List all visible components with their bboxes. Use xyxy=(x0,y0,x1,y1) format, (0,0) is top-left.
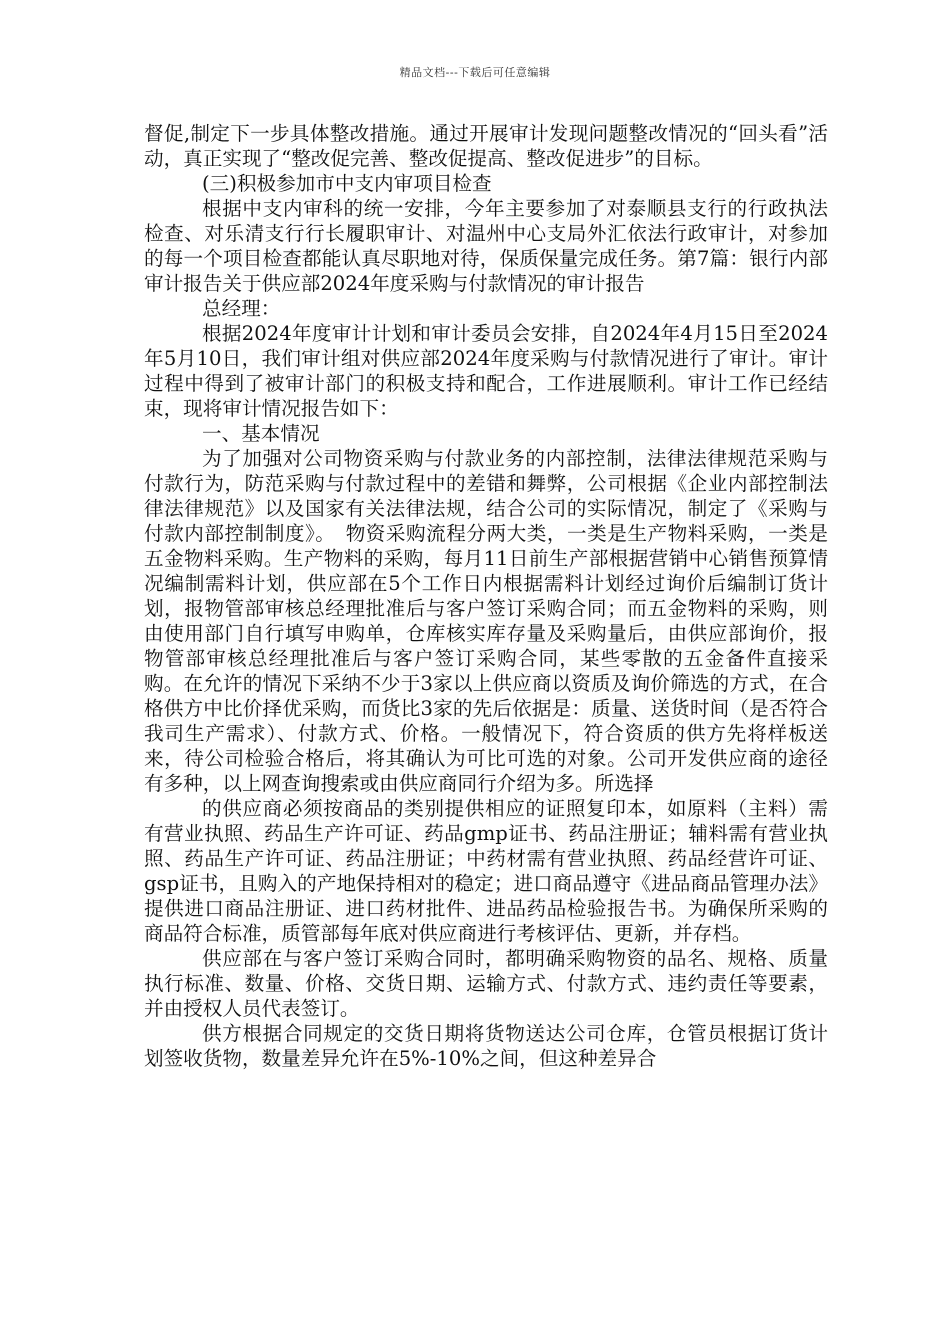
document-body xyxy=(144,121,828,1071)
section-heading: (三)积极参加市中支内审项目检查 xyxy=(202,172,492,195)
paragraph: 督促,制定下一步具体整改措施。通过开展审计发现问题整改情况的“回头看”活动，真正实现了“整改促完善、整改促提高、整改促进步”的目标。 xyxy=(144,122,828,170)
paragraph: 根据2024年度审计计划和审计委员会安排，自2024年4月15日至2024年5月10日，我们审计组对供应部2024年度采购与付款情况进行了审计。审计过程中得到了被审计部门的积极支持和配合，工作进展顺利。审计工作已经结束，现将审计情况报告如下： xyxy=(144,322,828,420)
salutation: 总经理： xyxy=(202,297,281,320)
paragraph: 为了加强对公司物资采购与付款业务的内部控制，法律法律规范采购与付款行为，防范采购与付款过程中的差错和舞弊，公司根据《企业内部控制法律法律规范》以及国家有关法律法规，结合公司的实际情况，制定了《采购与付款内部控制制度》。 物资采购流程分两大类，一类是生产物料采购，一类是五金物料采购。生产物料的采购，每月11日前生产部根据营销中心销售预算情况编制需料计划，供应部在5个工作日内根据需料计划经过询价后编制订货计划，报物管部审核总经理批准后与客户签订采购合同；而五金物料的采购，则由使用部门自行填写申购单，仓库核实库存量及采购量后，由供应部询价，报物管部审核总经理批准后与客户签订采购合同，某些零散的五金备件直接采购。在允许的情况下采纳不少于3家以上供应商以资质及询价筛选的方式，在合格供方中比价择优采购，而货比3家的先后依据是：质量、送货时间（是否符合我司生产需求）、付款方式、价格。一般情况下，符合资质的供方先将样板送来，待公司检验合格后，将其确认为可比可选的对象。公司开发供应商的途径有多种，以上网查询搜索或由供应商同行介绍为多。所选择 xyxy=(144,447,828,795)
page-header: 精品文档---下载后可任意编辑 xyxy=(399,66,551,79)
paragraph: 供方根据合同规定的交货日期将货物送达公司仓库，仓管员根据订货计划签收货物，数量差异允许在5%-10%之间，但这种差异合 xyxy=(144,1022,828,1070)
paragraph: 根据中支内审科的统一安排，今年主要参加了对泰顺县支行的行政执法检查、对乐清支行行长履职审计、对温州中心支局外汇依法行政审计，对参加的每一个项目检查都能认真尽职地对待，保质保量完成任务。第7篇：银行内部审计报告关于供应部2024年度采购与付款情况的审计报告 xyxy=(144,197,828,295)
paragraph: 的供应商必须按商品的类别提供相应的证照复印本，如原料（主料）需有营业执照、药品生产许可证、药品gmp证书、药品注册证；辅料需有营业执照、药品生产许可证、药品注册证；中药材需有营业执照、药品经营许可证、gsp证书，且购入的产地保持相对的稳定；进口商品遵守《进品商品管理办法》提供进口商品注册证、进口药材批件、进品药品检验报告书。为确保所采购的商品符合标准，质管部每年底对供应商进行考核评估、更新，并存档。 xyxy=(144,797,828,945)
paragraph: 供应部在与客户签订采购合同时，都明确采购物资的品名、规格、质量执行标准、数量、价格、交货日期、运输方式、付款方式、违约责任等要素，并由授权人员代表签订。 xyxy=(144,947,828,1020)
section-heading: 一、基本情况 xyxy=(202,422,320,445)
